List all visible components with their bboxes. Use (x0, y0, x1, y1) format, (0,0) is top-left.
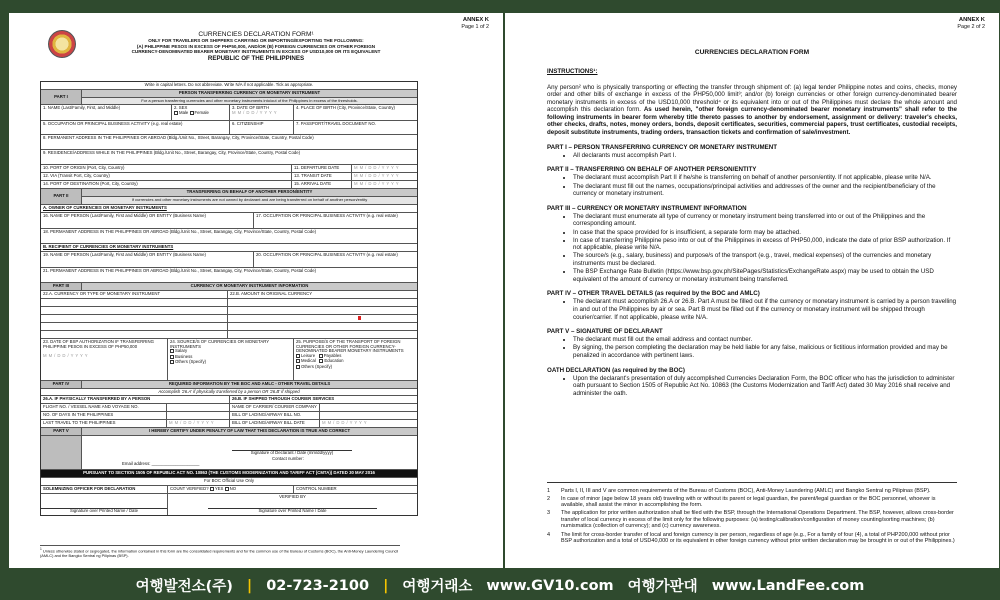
section-2-heading: PART II – TRANSFERRING ON BEHALF OF ANOTHER PERSON/ENTITY (547, 166, 757, 174)
part-1-label: PART I (41, 90, 81, 105)
arrival-date-label: 15. ARRIVAL DATE (291, 181, 351, 188)
part-4-note: Accomplish '26.A' if physically transferred by a person OR '26.B' if shipped (158, 388, 300, 394)
instructions-title: CURRENCIES DECLARATION FORM (694, 49, 810, 56)
days-label: NO. OF DAYS IN THE PHILIPPINES (43, 412, 114, 418)
phone-number: 02-723-2100 (266, 577, 370, 594)
boc-official-use: For BOC Official Use Only (203, 478, 255, 484)
list-item: • Upon the declarant's presentation of duly accomplished Currencies Declaration Form, the BOC officer who has the jurisdiction to administer oath pursuant to Section 1505 of Republic Act No. 10863 (the Customs Modernization and Tariff Act) dated 30 May 2016 shall receive and administer the oath. (573, 375, 957, 398)
payables-checkbox[interactable] (319, 354, 323, 358)
section-5-heading: PART V – SIGNATURE OF DECLARANT (547, 328, 663, 336)
form-page-2 (505, 13, 999, 568)
list-item: • All declarants must accomplish Part I. (573, 152, 957, 160)
leisure-checkbox[interactable] (296, 354, 300, 358)
arrival-date-input[interactable]: M M / D D / Y Y Y Y (351, 181, 417, 188)
recipient-occupation-field[interactable]: 20. OCCUPATION OR PRINCIPAL BUSINESS ACTIVITY (e.g. real estate) (253, 252, 417, 267)
officer-signature-area[interactable]: Signature over Printed Name / Date (41, 494, 167, 515)
salary-checkbox[interactable] (170, 349, 174, 353)
certify-line: I HEREBY CERTIFY UNDER PENALTY OF LAW THAT THIS DECLARATION IS TRUE AND CORRECT (81, 428, 417, 435)
section-3-heading: PART III – CURRENCY OR MONETARY INSTRUMENT INFORMATION (547, 204, 747, 212)
physical-transfer-heading: 26.A. IF PHYSICALLY TRANSFERRED BY A PERSON (43, 396, 151, 402)
separator: | (246, 577, 253, 594)
amount-row[interactable] (227, 299, 417, 306)
recipient-address-field[interactable]: 21. PERMANENT ADDRESS IN THE PHILIPPINES OR ABROAD (Bldg./Unit No., Street, Barangay, City, Province/State, Country, Postal Code) (43, 267, 317, 273)
bill-date-input[interactable]: M M / D D / Y Y Y Y (319, 420, 417, 427)
residence-field[interactable]: 9. RESIDENCE/ADDRESS WHILE IN THE PHILIPPINES (Bldg./Unit No., Street, Barangay, City, Province/State, Country, Postal Code) (43, 150, 301, 156)
amount-row[interactable] (227, 331, 417, 338)
list-item: • The declarant must enumerate all type of currency or monetary instrument being transferred into or out of the Philippines and the corresponding amount. (573, 213, 957, 228)
stand-name: 여행가판대 (627, 579, 698, 595)
currency-row[interactable] (41, 315, 227, 322)
no-checkbox[interactable] (225, 487, 229, 491)
instructions-body (547, 68, 957, 397)
list-item: • The declarant must accomplish 26.A or 26.B. Part A must be filled out if the currency or monetary instrument is carried by a person travelling in and out of the Philippines by air or sea. Part B must be filled out if the currency or monetary instrument will be shipped through courier/carrier. If not applicable, please write N/A. (573, 298, 957, 321)
declaration-form (40, 81, 418, 516)
yes-checkbox[interactable] (210, 487, 214, 491)
footer-banner (0, 571, 1000, 600)
list-item: • The source/s (e.g., salary, business) and purpose/s of the transport (e.g., travel, medical expenses) of the currencies and monetary instruments must be declared. (573, 252, 957, 267)
part-2-label: PART II (41, 189, 81, 204)
email-label: Email address: ____________________ (122, 461, 200, 467)
amount-row[interactable] (227, 307, 417, 314)
shipped-heading: 26.B. IF SHIPPED THROUGH COURIER SERVICES (229, 396, 417, 403)
form-page-1 (9, 13, 503, 568)
page-1-footnote: $^1$ Unless otherwise stated or segregated, the information contained in this form are the consolidated requirements and for the common use of the Bureau of Customs (BOC), the Anti-Money Laundering Council (AMLC) and the Bangko Sentral ng Pilipinas (BSP). (40, 547, 399, 558)
form-subtitle-1: ONLY FOR TRAVELERS OR SHIPPERS CARRYING OR IMPORTING/EXPORTING THE FOLLOWING: (148, 38, 364, 44)
transit-date-label: 13. TRANSIT DATE (291, 173, 351, 180)
last-travel-input[interactable]: M M / D D / Y Y Y Y (166, 420, 229, 427)
purpose-field: 25. PURPOSE/S OF THE TRANSPORT OF FOREIGN CURRENCIES OR OTHER FOREIGN CURRENCY-DENOMINATED BEARER MONETARY INSTRUMENTS Leisure Payables Medical Education Others (Specify) (293, 339, 417, 380)
port-origin-field[interactable]: 10. PORT OF ORIGIN (Port, City, Country) (43, 165, 125, 171)
transit-date-input[interactable]: M M / D D / Y Y Y Y (351, 173, 417, 180)
currency-row[interactable] (41, 299, 227, 306)
purpose-others-checkbox[interactable] (296, 365, 300, 369)
list-item: • In case that the space provided for is insufficient, a separate form may be attached. (573, 229, 957, 237)
currency-row[interactable] (41, 307, 227, 314)
bill-date-label: BILL OF LADING/AIRWAY BILL DATE (229, 420, 319, 427)
part-2-title: TRANSFERRING ON BEHALF OF ANOTHER PERSON/ENTITY (82, 189, 417, 196)
instructions-heading: INSTRUCTIONS¹: (547, 68, 598, 75)
list-item: • By signing, the person completing the declaration may be held liable for any false, malicious or fictitious information provided and may be penalized in accordance with pertinent laws. (573, 344, 957, 359)
owner-heading: A. OWNER OF CURRENCIES OR MONETARY INSTRUMENTS (43, 204, 167, 210)
flight-label: FLIGHT NO. / VESSEL NAME AND VOYAGE NO. (43, 404, 139, 410)
landfee-link[interactable]: www.LandFee.com (711, 577, 865, 594)
bill-input[interactable] (319, 412, 417, 419)
part-1-note: For a person transferring currencies and other monetary instruments into/out of the Philippines in excess of the thresholds. (82, 97, 417, 105)
gv10-link[interactable]: www.GV10.com (486, 577, 614, 594)
recipient-name-field[interactable]: 19. NAME OF PERSON (Last/Family, First and Middle) OR ENTITY (Business Name) (43, 251, 206, 257)
form-subtitle-2: (A) PHILIPPINE PESOS IN EXCESS OF PHP50,000, AND/OR (B) FOREIGN CURRENCIES OR OTHER FOREIGN (136, 43, 376, 49)
amount-header: 22.B. AMOUNT IN ORIGINAL CURRENCY (227, 291, 417, 298)
part-5-side (41, 436, 81, 469)
company-name: 여행발전소(주) (135, 579, 233, 595)
amount-row[interactable] (227, 323, 417, 330)
list-item: • The declarant must fill out the email address and contact number. (573, 336, 957, 344)
owner-name-field[interactable]: 16. NAME OF PERSON (Last/Family, First and Middle) OR ENTITY (Business Name) (43, 212, 206, 218)
passport-field[interactable]: 7. PASSPORT/TRAVEL DOCUMENT NO. (293, 121, 417, 134)
currency-row[interactable] (41, 323, 227, 330)
solemnizing-officer-label: SOLEMNIZING OFFICER FOR DECLARATION (43, 486, 136, 491)
dob-field[interactable]: 3. DATE OF BIRTH M M / D D / Y Y Y Y (229, 105, 293, 120)
section-6-heading: OATH DECLARATION (as required by the BOC) (547, 366, 685, 374)
list-item: • The BSP Exchange Rate Bulletin (https://www.bsp.gov.ph/SitePages/Statistics/ExchangeRate.aspx) may be used to obtain the USD equivalent of the amount of currency or monetary instrument being transferred. (573, 268, 957, 283)
bill-label: BILL OF LADING/AIRWAY BILL NO. (229, 412, 319, 419)
part-2-note: If currencies and other monetary instruments are not owned by declarant and are being transferred on behalf of another person/entity (82, 196, 417, 204)
permanent-address-field[interactable]: 8. PERMANENT ADDRESS IN THE PHILIPPINES OR ABROAD (Bldg./Unit No., Street, Barangay, City, Province/State, Country, Postal Code) (43, 135, 314, 141)
courier-label: NAME OF CARRIER/ COURIER COMPANY (229, 404, 319, 411)
list-item: • The declarant must fill out the names, occupations/principal activities and addresses of the owner and the recipient/beneficiary of the currency or monetary instrument. (573, 183, 957, 198)
last-travel-label: LAST TRAVEL TO THE PHILIPPINES (43, 420, 116, 426)
flight-input[interactable] (166, 404, 229, 411)
footnote-item: 4 The limit for cross-border transfer of local and foreign currency is per person, regardless of age (e.g., For a family of four (4), a total of PHP200,000 without prior BSP authorization and a total of USD40,000 or its equivalent in other foreign currency without prior written declaration may be brought in or out of the Philippines.) (547, 531, 955, 545)
contact-label: Contact number: (272, 456, 304, 462)
list-item: • In case of transferring Philippine peso into or out of the Philippines in excess of PHP50,000, indicate the date of prior BSP authorization. If not applicable, please write N/A. (573, 237, 957, 252)
intro-paragraph: Any person² who is physically transporting or effecting the transfer through shipment of: (a) legal tender Philippine notes and coins, checks, money order and other bills of exchange in excess of the PHP50,000 limit³; and/or (b) foreign currencies or other foreign currency-denominated bearer monetary instruments in excess of the USD10,000 threshold⁴ or its equivalent into or out of the Philippines must declare the whole amount and accomplish this declaration form. As used herein, "other foreign currency-denominated bearer monetary instruments" shall refer to the following instruments in bearer form whereby title thereto passes to another by endorsement, assignment or delivery: traveler's checks, other checks, drafts, notes, money orders, bonds, deposit certificates, securities, commercial papers, trust certificates, custodial receipts, deposit substitute instruments, trading orders, transaction tickets and confirmation of sale/investment. (547, 83, 957, 136)
section-1-heading: PART I – PERSON TRANSFERRING CURRENCY OR MONETARY INSTRUMENT (547, 143, 777, 151)
republic-heading: REPUBLIC OF THE PHILIPPINES (207, 55, 305, 63)
annex-label: ANNEX K Page 1 of 2 (461, 17, 489, 31)
signature-label: Signature of Declarant / Date (mm/dd/yyyy) (232, 450, 352, 456)
form-title: CURRENCIES DECLARATION FORM¹ (198, 31, 314, 38)
part-3-label: PART III (41, 283, 81, 290)
bsp-authorization-field[interactable]: 23. DATE OF BSP AUTHORIZATION IF TRANSFERRING PHILIPPINE PESOS IN EXCESS OF PHP50,000 M M / D D / Y Y Y Y (43, 338, 154, 359)
footnote-item: 3 The application for prior written authorization shall be filed with the BSP, through the International Operations Department. The BSP, however, allows cross-border transfer of local currency in excess of the limit only for the following purposes: (a) testing/calibration/configuration of money counting/sorting machines; (b) numismatics (collection of currency); and (c) currency awareness. (547, 510, 954, 530)
instruction-line: Write in capital letters. Do not abbreviate. Write N/A if not applicable. Tick as appropriate. (144, 82, 314, 87)
list-item: • The declarant must accomplish Part II if he/she is transferring on behalf of another person/entity. If not applicable, please write N/A. (573, 174, 957, 182)
control-number-label: CONTROL NUMBER (293, 486, 417, 493)
annex-label-2: ANNEX K Page 2 of 2 (957, 17, 985, 31)
male-checkbox[interactable] (174, 111, 178, 115)
part-4-label: PART IV (41, 381, 81, 388)
exchange-name: 여행거래소 (402, 579, 473, 595)
business-checkbox[interactable] (170, 355, 174, 359)
part-5-label: PART V (41, 428, 81, 435)
red-marker-icon (358, 316, 361, 320)
footnote-item: 2 In case of minor (age below 18 years old) traveling with or without its parent or legal guardian, the parent/legal guardian or the BOC personnel, whoever is available, shall assist the minor in accomplishing the form. (547, 495, 936, 509)
occupation-field[interactable]: 5. OCCUPATION OR PRINCIPAL BUSINESS ACTIVITY (e.g. real estate) (43, 121, 183, 127)
departure-date-label: 11. DEPARTURE DATE (291, 165, 351, 172)
owner-occupation-field[interactable]: 17. OCCUPATION OR PRINCIPAL BUSINESS ACTIVITY (e.g. real estate) (253, 213, 417, 228)
part-3-title: CURRENCY OR MONETARY INSTRUMENT INFORMATION (81, 283, 417, 290)
signature-area[interactable] (81, 436, 417, 469)
count-verified-field: COUNT VERIFIED? YES NO (167, 486, 293, 493)
currency-row[interactable] (41, 331, 227, 338)
form-header (79, 31, 433, 63)
footnotes (547, 482, 957, 545)
amount-row[interactable] (227, 315, 417, 322)
source-field: 24. SOURCE/S OF CURRENCIES OR MONETARY INSTRUMENTS Salary Business Others (Specify) (167, 339, 293, 380)
form-subtitle-3: CURRENCY-DENOMINATED BEARER MONETARY INSTRUMENTS IN EXCESS OF USD10,000 OR ITS EQUIVALENT (131, 49, 381, 55)
source-others-checkbox[interactable] (170, 360, 174, 364)
bsp-seal-icon (48, 30, 76, 58)
currency-type-header: 22.A. CURRENCY OR TYPE OF MONETARY INSTRUMENT (43, 290, 161, 296)
section-4-heading: PART IV – OTHER TRAVEL DETAILS (as required by the BOC and AMLC) (547, 290, 760, 298)
female-checkbox[interactable] (190, 111, 194, 115)
citizenship-field[interactable]: 6. CITIZENSHIP (229, 121, 293, 134)
footnote-item: 1 Parts I, II, III and V are common requirements of the Bureau of Customs (BOC), Anti-Money Laundering (AMLC) and Bangko Sentral ng Pilipinas (BSP). (547, 487, 931, 494)
medical-checkbox[interactable] (296, 359, 300, 363)
pursuant-banner: PURSUANT TO SECTION 1505 OF REPUBLIC ACT NO. 10863 (THE CUSTOMS MODERNIZATION AND TARIFF ACT (CMTA)) DATED 30 MAY 2016 (83, 470, 375, 476)
owner-address-field[interactable]: 18. PERMANENT ADDRESS IN THE PHILIPPINES OR ABROAD (Bldg./Unit No., Street, Barangay, City, Province/State, Country, Postal Code) (43, 228, 317, 234)
courier-input[interactable] (319, 404, 417, 411)
days-input[interactable] (166, 412, 229, 419)
pob-field[interactable]: 4. PLACE OF BIRTH (City, Province/State, Country) (293, 105, 417, 120)
verified-by-area[interactable]: VERIFIED BY Signature over Printed Name / Date (167, 494, 417, 515)
sex-field[interactable]: 2. SEX Male Female (171, 105, 229, 120)
recipient-heading: B. RECIPIENT OF CURRENCIES OR MONETARY INSTRUMENTS (43, 243, 174, 249)
name-field[interactable]: 1. NAME (Last/Family, First, and Middle) (43, 105, 121, 111)
part-4-title: REQUIRED INFORMATION BY THE BOC AND AMLC - OTHER TRAVEL DETAILS (81, 381, 417, 388)
part-1-title: PERSON TRANSFERRING CURRENCY OR MONETARY INSTRUMENT (82, 90, 417, 97)
departure-date-input[interactable]: M M / D D / Y Y Y Y (351, 165, 417, 172)
destination-field[interactable]: 14. PORT OF DESTINATION (Port, City, Country) (43, 181, 138, 187)
via-field[interactable]: 12. VIA (Transit Port, City, Country) (43, 173, 110, 179)
separator: | (383, 577, 389, 594)
